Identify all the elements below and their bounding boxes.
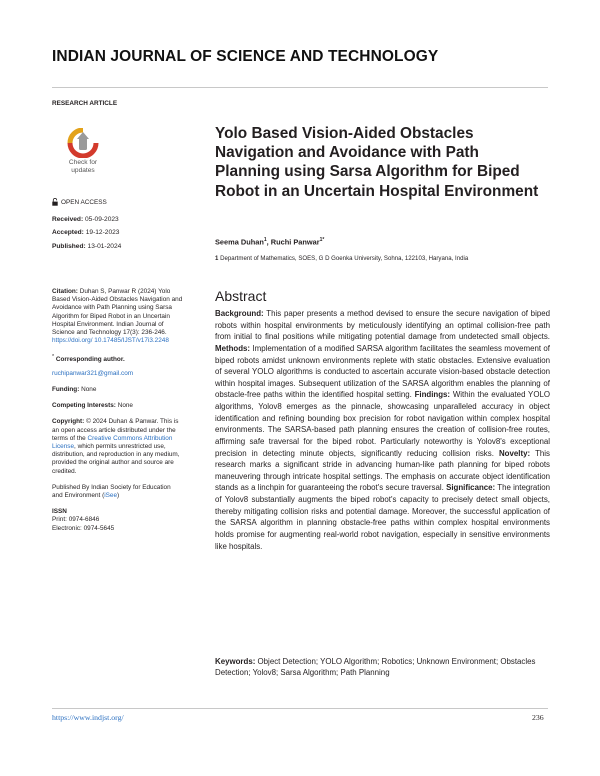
corresponding-marker: * bbox=[52, 354, 55, 361]
journal-website-link[interactable]: https://www.indjst.org/ bbox=[52, 713, 124, 722]
author-affiliation-marker: 1 bbox=[263, 237, 267, 243]
corresponding-author-heading bbox=[52, 353, 183, 364]
copyright-text-a: © 2024 Duhan & Panwar. This is an open access article distributed under the terms of the bbox=[52, 418, 179, 442]
page-number: 236 bbox=[532, 713, 544, 722]
background-label: Background: bbox=[215, 309, 264, 318]
author-name: Ruchi Panwar bbox=[270, 237, 320, 247]
article-type: RESEARCH ARTICLE bbox=[52, 100, 118, 107]
methods-label: Methods: bbox=[215, 343, 251, 353]
affiliation-text: Department of Mathematics, SOES, G D Goenka University, Sohna, 122103, Haryana, India bbox=[218, 255, 469, 262]
methods-text: Implementation of a modified SARSA algorithm facilitates the seamless movement of biped robots amidst unknown environments replete with static obstacles. Extensive evaluation of several YOLO algorithms is conducted to ascertain accurate vision-based obstacle detection within hospital images. Subsequent utilization of the SARSA algorithm enables the planning of obstacle-free paths within the identified hospital setting. bbox=[215, 343, 550, 400]
copyright-text-b: , which permits unrestricted use, distribution, and reproduction in any medium, provided the original author and source are credited. bbox=[52, 442, 180, 475]
publisher-block bbox=[52, 484, 183, 500]
check-for-updates-icon bbox=[64, 128, 102, 158]
doi-link[interactable]: https://doi.org/ 10.17485/IJST/v17i3.2248 bbox=[52, 337, 169, 345]
findings-label: Findings: bbox=[414, 390, 451, 400]
journal-name: INDIAN JOURNAL OF SCIENCE AND TECHNOLOGY bbox=[52, 48, 439, 65]
open-lock-icon bbox=[52, 198, 58, 206]
author-affiliation-marker: 1* bbox=[319, 237, 325, 243]
funding-label: Funding: bbox=[52, 385, 80, 393]
copyright-block bbox=[52, 418, 183, 475]
author-list bbox=[215, 237, 324, 246]
novelty-text: This research marks a significant stride in advancing human-like path planning for biped robots maneuvering through intricate hospital settings. The emphasis on accurate object identification stands as a linchpin for guaranteeing the robot's secure traversal. bbox=[215, 448, 550, 493]
publisher-close: ) bbox=[117, 491, 120, 499]
header-divider bbox=[52, 87, 548, 88]
author-name: Seema Duhan bbox=[215, 237, 264, 247]
open-access-badge bbox=[52, 198, 107, 206]
findings-text: Within the evaluated YOLO algorithms, Yolov8 emerges as the pinnacle, showcasing unparalleled accuracy in object identification and refining bounding box precision for robot navigation within complex hospital environments. The SARSA-based path planning ensures the creation of collision-free routes, affirming safe traversal for the biped robot. Particularly noteworthy is Yolov8's exceptional precision in detecting minute objects, significantly reducing collision risks. bbox=[215, 390, 550, 458]
abstract-body bbox=[215, 308, 550, 552]
publisher-text: Published By Indian Society for Education and Environment ( bbox=[52, 483, 171, 499]
citation-block bbox=[52, 288, 183, 345]
corresponding-author-label: Corresponding author. bbox=[55, 356, 125, 364]
publication-dates bbox=[52, 213, 121, 253]
significance-label: Significance: bbox=[446, 483, 496, 493]
abstract-heading: Abstract bbox=[215, 288, 267, 304]
issn-label: ISSN bbox=[52, 508, 67, 516]
keywords bbox=[215, 656, 545, 679]
funding-block bbox=[52, 386, 183, 394]
received-label: Received: bbox=[52, 216, 84, 223]
accepted-label: Accepted: bbox=[52, 229, 84, 237]
issn-block bbox=[52, 508, 183, 533]
received-date: 05-09-2023 bbox=[85, 216, 119, 223]
accepted-date: 19-12-2023 bbox=[85, 229, 120, 237]
article-info-sidebar bbox=[52, 288, 183, 541]
copyright-label: Copyright: bbox=[52, 418, 85, 426]
background-text: This paper presents a method devised to ensure the secure navigation of biped robots within hospital environments by meticulously identifying an optimal collision-free path from initial to final positions while mitigating potential damage from undetected small objects. bbox=[215, 309, 550, 342]
affiliation-number: 1 bbox=[215, 255, 219, 262]
keywords-text: Object Detection; YOLO Algorithm; Robotics; Unknown Environment; Obstacles Detection; Yolov8; Sarsa Algorithm; Path Planning bbox=[215, 657, 536, 678]
competing-interests-block bbox=[52, 402, 183, 410]
published-label: Published: bbox=[52, 242, 86, 250]
published-date: 13-01-2024 bbox=[87, 242, 122, 250]
article-title: Yolo Based Vision-Aided Obstacles Navigation and Avoidance with Path Planning using Sarsa Algorithm for Biped Robot in an Uncertain Hospital Environment bbox=[215, 125, 539, 200]
publisher-link[interactable]: iSee bbox=[104, 491, 118, 499]
footer-divider bbox=[52, 708, 548, 709]
license-link[interactable]: Creative Commons Attribution License bbox=[52, 434, 173, 450]
corresponding-author-block bbox=[52, 353, 183, 378]
check-for-updates-badge[interactable] bbox=[60, 128, 106, 180]
check-for-updates-line-2: updates bbox=[71, 167, 95, 174]
corresponding-email-link[interactable]: ruchipanwar321@gmail.com bbox=[52, 369, 134, 377]
novelty-label: Novelty: bbox=[498, 448, 531, 458]
competing-interests-value: None bbox=[115, 402, 133, 410]
citation-label: Citation: bbox=[52, 288, 78, 295]
published-date-row bbox=[52, 240, 121, 253]
significance-text: The integration of Yolov8 substantially augments the biped robot's capacity to precisely detect small objects, thereby mitigating collision risks and potential damage. Moreover, the successful application of the SARSA algorithm in planning obstacle-free paths within complex hospital environments holds promise for augmenting real-world robot navigation, especially in sensitive environments like hospitals. bbox=[215, 483, 550, 551]
issn-electronic: Electronic: 0974-5645 bbox=[52, 524, 115, 532]
accepted-date-row bbox=[52, 226, 121, 239]
open-access-label: OPEN ACCESS bbox=[61, 198, 107, 206]
author-separator: , bbox=[266, 237, 271, 247]
received-date-row bbox=[52, 213, 121, 226]
keywords-label: Keywords: bbox=[215, 657, 256, 666]
check-for-updates-line-1: Check for bbox=[68, 159, 98, 166]
affiliation bbox=[215, 255, 468, 262]
issn-print: Print: 0974-6846 bbox=[52, 516, 100, 524]
citation-text: Duhan S, Panwar R (2024) Yolo Based Vision-Aided Obstacles Navigation and Avoidance with Path Planning using Sarsa Algorithm for Biped Robot in an Uncertain Hospital Environment. Indian Journal of Science and Technology 17(3): 236-246. bbox=[52, 288, 183, 337]
competing-interests-label: Competing Interests: bbox=[52, 402, 116, 410]
funding-value: None bbox=[79, 385, 97, 393]
